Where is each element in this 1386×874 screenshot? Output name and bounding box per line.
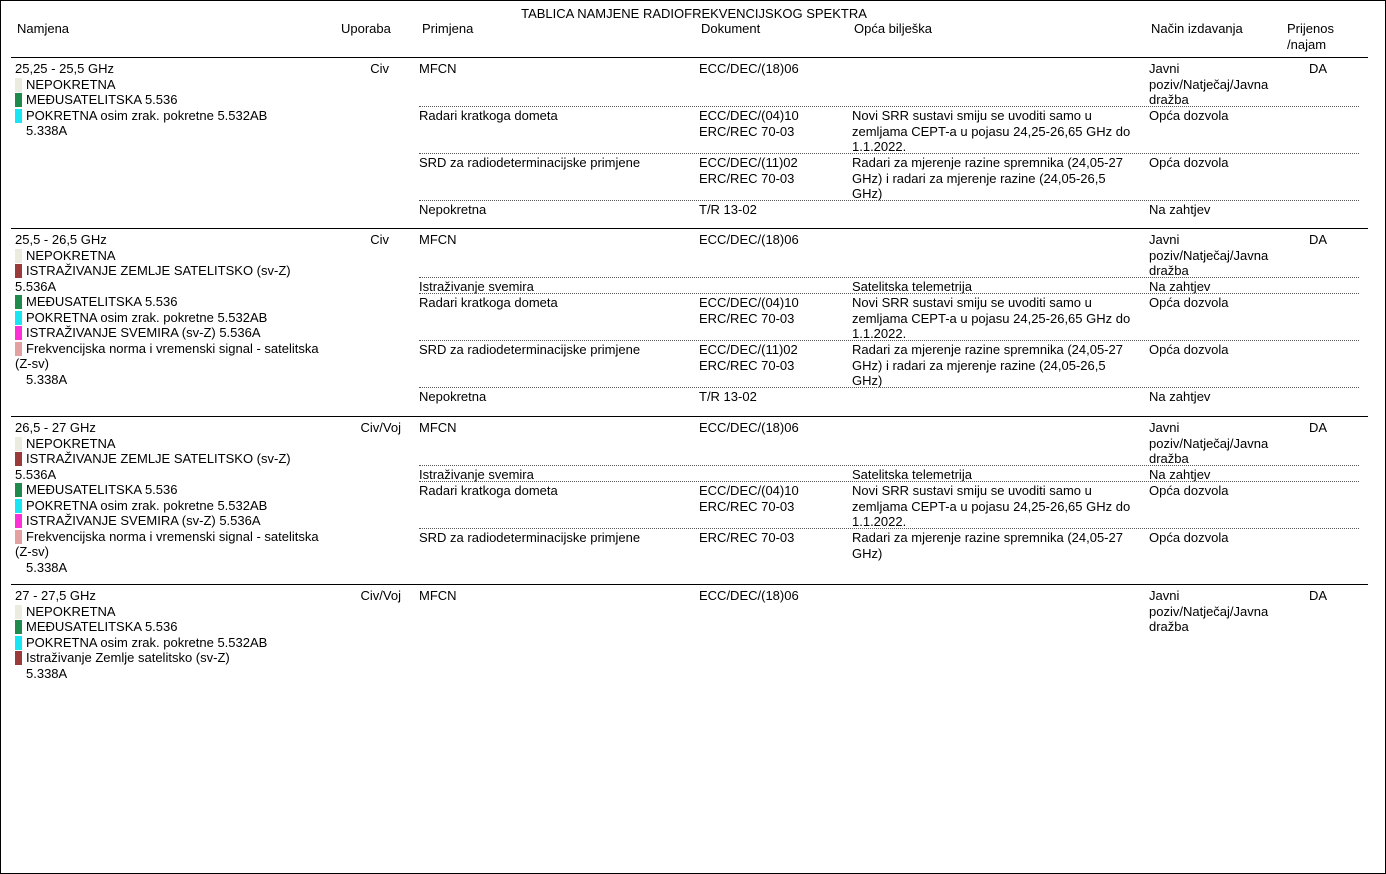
service-label: MEĐUSATELITSKA 5.536 <box>26 619 178 634</box>
dokument-cell <box>699 483 849 514</box>
color-swatch-icon <box>15 109 22 123</box>
service-allocation <box>15 560 345 576</box>
service-label: (Z-sv) <box>15 544 49 559</box>
opca-biljeska-cell-line: Radari za mjerenje razine spremnika (24,05-27 <box>852 342 1123 357</box>
primjena-cell: SRD za radiodeterminacijske primjene <box>419 530 641 545</box>
color-swatch-icon <box>15 93 22 107</box>
primjena-cell: Radari kratkoga dometa <box>419 295 558 310</box>
primjena-cell: Radari kratkoga dometa <box>419 108 558 123</box>
color-swatch-icon <box>15 249 22 263</box>
opca-biljeska-cell <box>852 342 1147 389</box>
service-allocation <box>15 635 345 651</box>
nacin-izdavanja-cell-line: dražba <box>1149 451 1189 466</box>
row-separator <box>419 340 1359 341</box>
color-swatch-icon <box>15 264 22 278</box>
service-allocation <box>15 77 345 93</box>
color-swatch-icon <box>15 514 22 528</box>
opca-biljeska-cell-line: 1.1.2022. <box>852 139 907 154</box>
nacin-izdavanja-cell-line: Opća dozvola <box>1149 155 1229 170</box>
block-divider <box>11 584 1368 585</box>
service-allocation <box>15 619 345 635</box>
service-allocation <box>15 650 345 666</box>
dokument-cell <box>699 389 849 405</box>
service-label: 5.536A <box>15 466 57 482</box>
nacin-izdavanja-cell <box>1149 420 1281 467</box>
nacin-izdavanja-cell-line: Na zahtjev <box>1149 202 1211 217</box>
service-label: ISTRAŽIVANJE ZEMLJE SATELITSKO (sv-Z) <box>26 263 291 278</box>
row-separator <box>419 200 1359 201</box>
primjena-cell: Istraživanje svemira <box>419 279 534 294</box>
dokument-cell-line: ECC/DEC/(04)10 <box>699 483 799 498</box>
opca-biljeska-cell-line: 1.1.2022. <box>852 514 907 529</box>
nacin-izdavanja-cell-line: Opća dozvola <box>1149 342 1229 357</box>
header-uporaba: Uporaba <box>341 21 391 36</box>
header-divider <box>11 57 1368 58</box>
service-allocation <box>15 498 345 514</box>
nacin-izdavanja-cell <box>1149 295 1281 311</box>
service-allocation <box>15 451 345 467</box>
primjena-cell: SRD za radiodeterminacijske primjene <box>419 342 641 357</box>
service-label: POKRETNA osim zrak. pokretne 5.532AB <box>26 634 268 650</box>
dokument-cell-line: ECC/DEC/(11)02 <box>699 342 798 357</box>
service-allocation <box>15 294 345 310</box>
primjena-cell: SRD za radiodeterminacijske primjene <box>419 155 641 170</box>
prijenos-value: DA <box>1309 232 1328 247</box>
service-label: Istraživanje Zemlje satelitsko (sv-Z) <box>26 650 230 665</box>
header-namjena: Namjena <box>17 21 70 36</box>
opca-biljeska-cell-line: Novi SRR sustavi smiju se uvoditi samo u <box>852 483 1092 498</box>
prijenos-value: DA <box>1309 61 1328 76</box>
nacin-izdavanja-cell-line: Javni <box>1149 588 1180 603</box>
opca-biljeska-cell-line: Satelitska telemetrija <box>852 279 972 294</box>
nacin-izdavanja-cell <box>1149 483 1281 499</box>
nacin-izdavanja-cell-line: Na zahtjev <box>1149 467 1211 482</box>
opca-biljeska-cell <box>852 155 1147 202</box>
opca-biljeska-cell-line: Novi SRR sustavi smiju se uvoditi samo u <box>852 108 1092 123</box>
dokument-cell-line: ERC/REC 70-03 <box>699 530 795 545</box>
row-separator <box>419 293 1359 294</box>
nacin-izdavanja-cell-line: dražba <box>1149 619 1189 634</box>
dokument-cell-line: ERC/REC 70-03 <box>699 170 795 186</box>
header-prijenos-line1: Prijenos <box>1287 21 1334 36</box>
nacin-izdavanja-cell-line: poziv/Natječaj/Javna <box>1149 603 1269 619</box>
namjena-cell <box>15 420 345 575</box>
dokument-cell <box>699 342 849 373</box>
opca-biljeska-cell-line: zemljama CEPT-a u pojasu 24,25-26,65 GHz do <box>852 498 1131 514</box>
dokument-cell-line: ERC/REC 70-03 <box>699 498 795 514</box>
service-allocation <box>15 325 345 341</box>
opca-biljeska-cell-line: Satelitska telemetrija <box>852 467 972 482</box>
nacin-izdavanja-cell <box>1149 61 1281 108</box>
opca-biljeska-cell-line: GHz) i radari za mjerenje razine (24,05-26,5 <box>852 170 1106 186</box>
opca-biljeska-cell-line: GHz) <box>852 373 883 388</box>
nacin-izdavanja-cell <box>1149 530 1281 546</box>
opca-biljeska-cell <box>852 530 1147 561</box>
service-label: 5.338A <box>26 123 68 138</box>
uporaba-value: Civ/Voj <box>360 588 401 603</box>
nacin-izdavanja-cell <box>1149 202 1281 218</box>
service-label: NEPOKRETNA <box>26 76 116 92</box>
nacin-izdavanja-cell-line: Javni <box>1149 420 1180 435</box>
service-allocation <box>15 372 345 388</box>
primjena-cell: Istraživanje svemira <box>419 467 534 482</box>
row-separator <box>419 277 1359 278</box>
namjena-cell <box>15 588 345 681</box>
dokument-cell <box>699 420 849 436</box>
service-allocation <box>15 467 345 483</box>
dokument-cell <box>699 232 849 248</box>
service-allocation <box>15 482 345 498</box>
dokument-cell-line: ECC/DEC/(04)10 <box>699 108 799 123</box>
dokument-cell-line: ECC/DEC/(18)06 <box>699 232 799 247</box>
row-separator <box>419 481 1359 482</box>
service-label: MEĐUSATELITSKA 5.536 <box>26 482 178 497</box>
service-allocation <box>15 604 345 620</box>
namjena-cell <box>15 61 345 139</box>
service-allocation <box>15 356 345 372</box>
dokument-cell-line: ERC/REC 70-03 <box>699 357 795 373</box>
dokument-cell <box>699 61 849 77</box>
dokument-cell-line: ECC/DEC/(18)06 <box>699 588 799 603</box>
uporaba-value: Civ <box>370 232 389 247</box>
opca-biljeska-cell-line: GHz) <box>852 186 883 201</box>
nacin-izdavanja-cell-line: Javni <box>1149 232 1180 247</box>
frequency-range: 25,5 - 26,5 GHz <box>15 232 107 247</box>
color-swatch-icon <box>15 78 22 92</box>
primjena-cell: MFCN <box>419 232 457 247</box>
color-swatch-icon <box>15 342 22 356</box>
service-allocation <box>15 279 345 295</box>
block-divider <box>11 228 1368 229</box>
service-label: ISTRAŽIVANJE SVEMIRA (sv-Z) 5.536A <box>26 325 261 340</box>
dokument-cell-line: ERC/REC 70-03 <box>699 123 795 139</box>
dokument-cell <box>699 202 849 218</box>
nacin-izdavanja-cell <box>1149 108 1281 124</box>
service-label: POKRETNA osim zrak. pokretne 5.532AB <box>26 309 268 325</box>
opca-biljeska-cell-line: 1.1.2022. <box>852 326 907 341</box>
nacin-izdavanja-cell <box>1149 232 1281 279</box>
primjena-cell: Radari kratkoga dometa <box>419 483 558 498</box>
header-nacin-izdavanja: Način izdavanja <box>1151 21 1243 36</box>
color-swatch-icon <box>15 605 22 619</box>
service-allocation <box>15 666 345 682</box>
primjena-cell: MFCN <box>419 420 457 435</box>
opca-biljeska-cell-line: GHz) <box>852 545 883 561</box>
service-allocation <box>15 248 345 264</box>
service-allocation <box>15 92 345 108</box>
color-swatch-icon <box>15 452 22 466</box>
nacin-izdavanja-cell-line: poziv/Natječaj/Javna <box>1149 247 1269 263</box>
opca-biljeska-cell <box>852 295 1147 342</box>
primjena-cell: MFCN <box>419 61 457 76</box>
uporaba-value: Civ <box>370 61 389 76</box>
color-swatch-icon <box>15 499 22 513</box>
primjena-cell: Nepokretna <box>419 202 487 217</box>
header-prijenos <box>1287 21 1334 52</box>
service-allocation <box>15 513 345 529</box>
service-label: (Z-sv) <box>15 356 49 371</box>
block-divider <box>11 416 1368 417</box>
service-label: Frekvencijska norma i vremenski signal - satelitska <box>26 528 319 544</box>
color-swatch-icon <box>15 295 22 309</box>
nacin-izdavanja-cell-line: Opća dozvola <box>1149 483 1229 498</box>
nacin-izdavanja-cell-line: dražba <box>1149 92 1189 107</box>
dokument-cell <box>699 108 849 139</box>
service-label: POKRETNA osim zrak. pokretne 5.532AB <box>26 497 268 513</box>
namjena-cell <box>15 232 345 387</box>
service-label: MEĐUSATELITSKA 5.536 <box>26 92 178 107</box>
uporaba-value: Civ/Voj <box>360 420 401 435</box>
row-separator <box>419 465 1359 466</box>
opca-biljeska-cell-line: Novi SRR sustavi smiju se uvoditi samo u <box>852 295 1092 310</box>
opca-biljeska-cell <box>852 483 1147 530</box>
service-label: 5.338A <box>26 665 68 681</box>
nacin-izdavanja-cell-line: Javni <box>1149 61 1180 76</box>
service-label: ISTRAŽIVANJE ZEMLJE SATELITSKO (sv-Z) <box>26 451 291 466</box>
service-allocation <box>15 529 345 545</box>
frequency-range: 27 - 27,5 GHz <box>15 588 96 603</box>
row-separator <box>419 528 1359 529</box>
nacin-izdavanja-cell <box>1149 342 1281 358</box>
service-allocation <box>15 310 345 326</box>
prijenos-value: DA <box>1309 588 1328 603</box>
nacin-izdavanja-cell <box>1149 155 1281 171</box>
service-allocation <box>15 263 345 279</box>
dokument-cell-line: T/R 13-02 <box>699 202 757 217</box>
service-allocation <box>15 341 345 357</box>
nacin-izdavanja-cell <box>1149 389 1281 405</box>
frequency-range: 26,5 - 27 GHz <box>15 420 96 435</box>
nacin-izdavanja-cell-line: poziv/Natječaj/Javna <box>1149 435 1269 451</box>
dokument-cell <box>699 530 849 546</box>
service-label: 5.338A <box>26 559 68 575</box>
row-separator <box>419 153 1359 154</box>
prijenos-value: DA <box>1309 420 1328 435</box>
primjena-cell: MFCN <box>419 588 457 603</box>
service-label: 5.338A <box>26 371 68 387</box>
nacin-izdavanja-cell-line: Na zahtjev <box>1149 389 1211 404</box>
dokument-cell-line: ECC/DEC/(11)02 <box>699 155 798 170</box>
primjena-cell: Nepokretna <box>419 389 487 404</box>
table-title: TABLICA NAMJENE RADIOFREKVENCIJSKOG SPEKTRA <box>521 6 867 21</box>
opca-biljeska-cell-line: Radari za mjerenje razine spremnika (24,05-27 <box>852 530 1123 545</box>
nacin-izdavanja-cell-line: Opća dozvola <box>1149 530 1229 545</box>
dokument-cell-line: ECC/DEC/(18)06 <box>699 61 799 76</box>
color-swatch-icon <box>15 483 22 497</box>
service-allocation <box>15 108 345 124</box>
nacin-izdavanja-cell-line: Opća dozvola <box>1149 108 1229 123</box>
header-primjena: Primjena <box>422 21 474 36</box>
service-label: NEPOKRETNA <box>26 435 116 451</box>
dokument-cell-line: ECC/DEC/(18)06 <box>699 420 799 435</box>
color-swatch-icon <box>15 437 22 451</box>
header-opca-biljeska: Opća bilješka <box>854 21 933 36</box>
dokument-cell-line: ERC/REC 70-03 <box>699 310 795 326</box>
service-label: POKRETNA osim zrak. pokretne 5.532AB <box>26 107 268 123</box>
opca-biljeska-cell-line: GHz) i radari za mjerenje razine (24,05-26,5 <box>852 357 1106 373</box>
nacin-izdavanja-cell <box>1149 588 1281 635</box>
color-swatch-icon <box>15 311 22 325</box>
header-dokument: Dokument <box>701 21 761 36</box>
service-label: ISTRAŽIVANJE SVEMIRA (sv-Z) 5.536A <box>26 513 261 528</box>
opca-biljeska-cell-line: Radari za mjerenje razine spremnika (24,05-27 <box>852 155 1123 170</box>
opca-biljeska-cell-line: zemljama CEPT-a u pojasu 24,25-26,65 GHz do <box>852 310 1131 326</box>
opca-biljeska-cell <box>852 108 1147 155</box>
color-swatch-icon <box>15 530 22 544</box>
color-swatch-icon <box>15 651 22 665</box>
service-label: 5.536A <box>15 278 57 294</box>
service-label: NEPOKRETNA <box>26 247 116 263</box>
nacin-izdavanja-cell-line: Opća dozvola <box>1149 295 1229 310</box>
dokument-cell <box>699 155 849 186</box>
color-swatch-icon <box>15 326 22 340</box>
service-label: NEPOKRETNA <box>26 603 116 619</box>
service-label: MEĐUSATELITSKA 5.536 <box>26 294 178 309</box>
service-label: Frekvencijska norma i vremenski signal - satelitska <box>26 340 319 356</box>
color-swatch-icon <box>15 636 22 650</box>
nacin-izdavanja-cell-line: dražba <box>1149 263 1189 278</box>
frequency-range: 25,25 - 25,5 GHz <box>15 61 114 76</box>
dokument-cell-line: T/R 13-02 <box>699 389 757 404</box>
service-allocation <box>15 123 345 139</box>
nacin-izdavanja-cell-line: Na zahtjev <box>1149 279 1211 294</box>
header-prijenos-line2: /najam <box>1287 36 1327 52</box>
color-swatch-icon <box>15 620 22 634</box>
dokument-cell-line: ECC/DEC/(04)10 <box>699 295 799 310</box>
row-separator <box>419 387 1359 388</box>
nacin-izdavanja-cell-line: poziv/Natječaj/Javna <box>1149 76 1269 92</box>
service-allocation <box>15 544 345 560</box>
row-separator <box>419 106 1359 107</box>
dokument-cell <box>699 588 849 604</box>
opca-biljeska-cell-line: zemljama CEPT-a u pojasu 24,25-26,65 GHz do <box>852 123 1131 139</box>
service-allocation <box>15 436 345 452</box>
dokument-cell <box>699 295 849 326</box>
